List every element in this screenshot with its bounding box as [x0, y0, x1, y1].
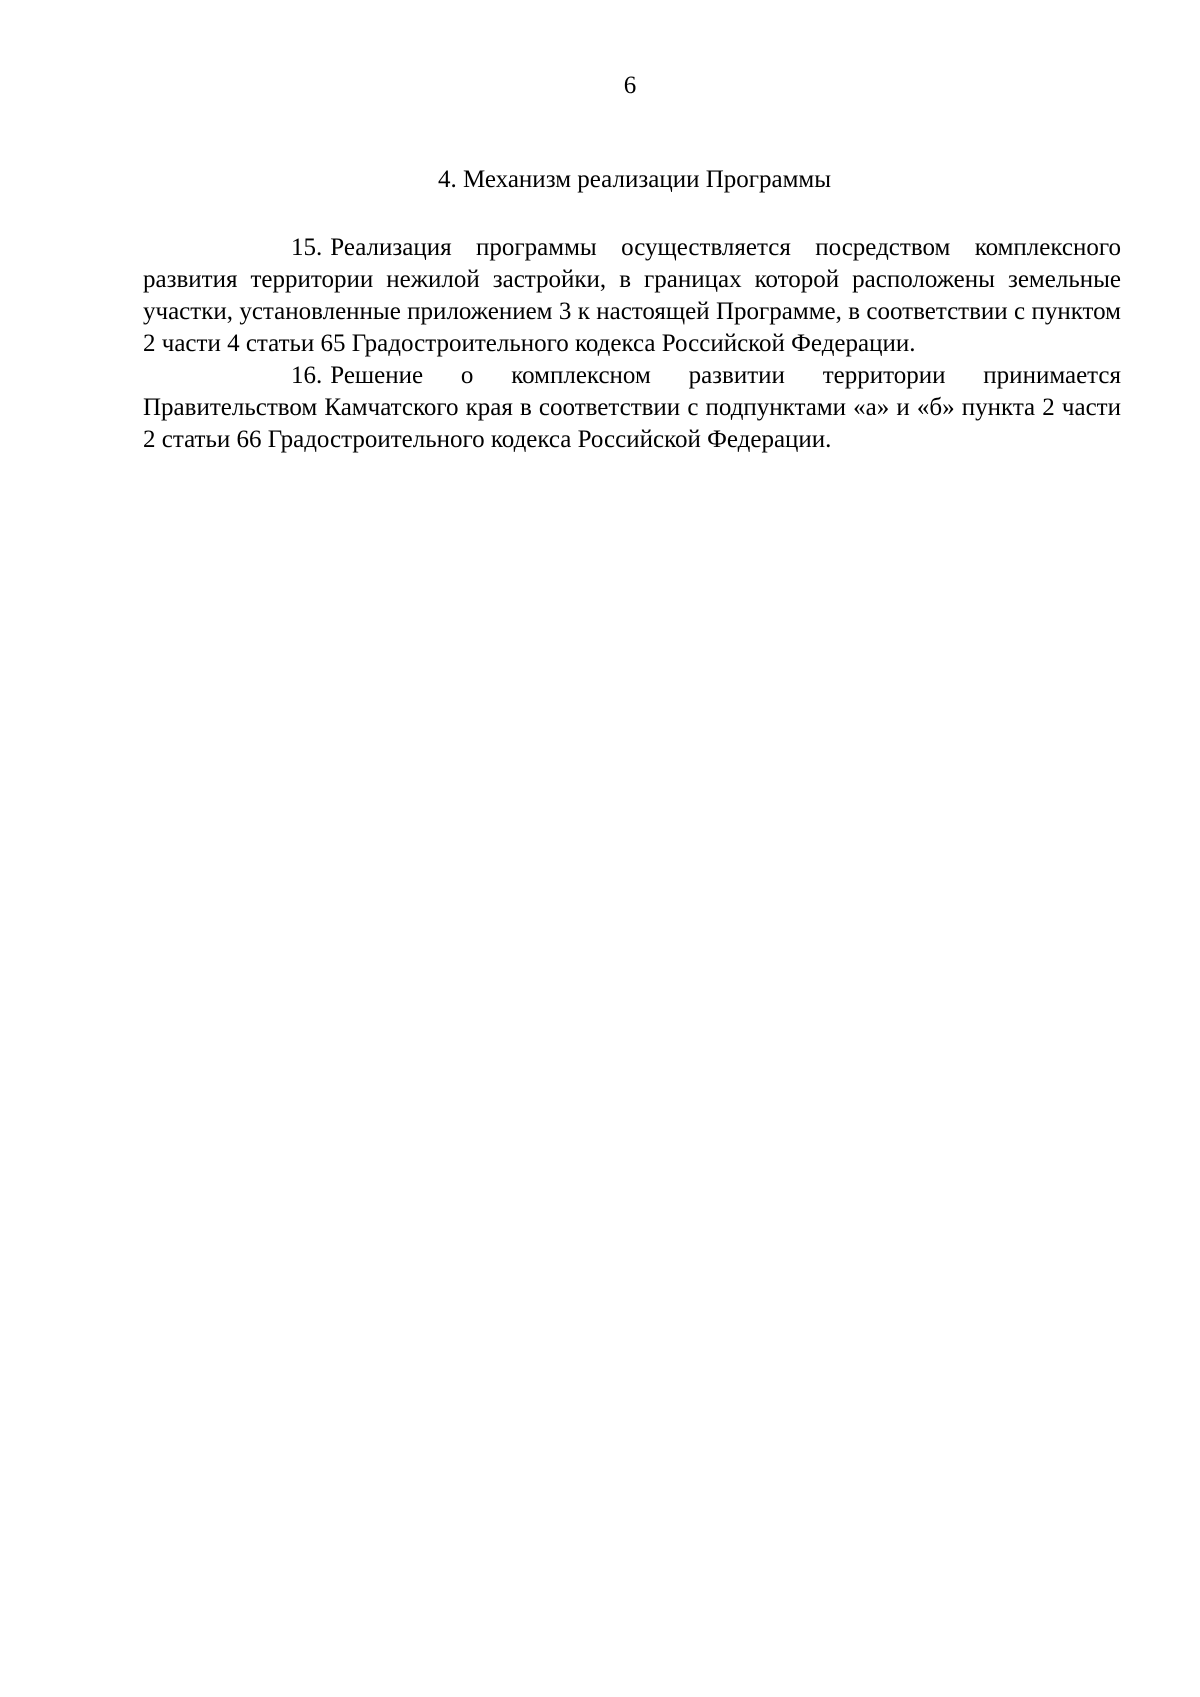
paragraph-16: [143, 360, 1121, 456]
page-number: 6: [623, 72, 637, 99]
paragraph-15: [143, 232, 1121, 360]
paragraph-number: 16.: [291, 362, 323, 389]
paragraph-number: 15.: [291, 234, 323, 261]
paragraph-text: Реализация программы осуществляется посредством комплексного развития территории нежилой застройки, в границах которой расположены земельные участки, установленные приложением 3 к настоящей Программе, в соответствии с пунктом 2 части 4 статьи 65 Градостроительного кодекса Российской Федерации.: [143, 234, 1121, 357]
document-body: [143, 232, 1121, 456]
section-title: 4. Механизм реализации Программы: [438, 166, 832, 193]
paragraph-text: Решение о комплексном развитии территории принимается Правительством Камчатского края в соответствии с подпунктами «а» и «б» пункта 2 части 2 статьи 66 Градостроительного кодекса Российской Федерации.: [143, 362, 1121, 453]
